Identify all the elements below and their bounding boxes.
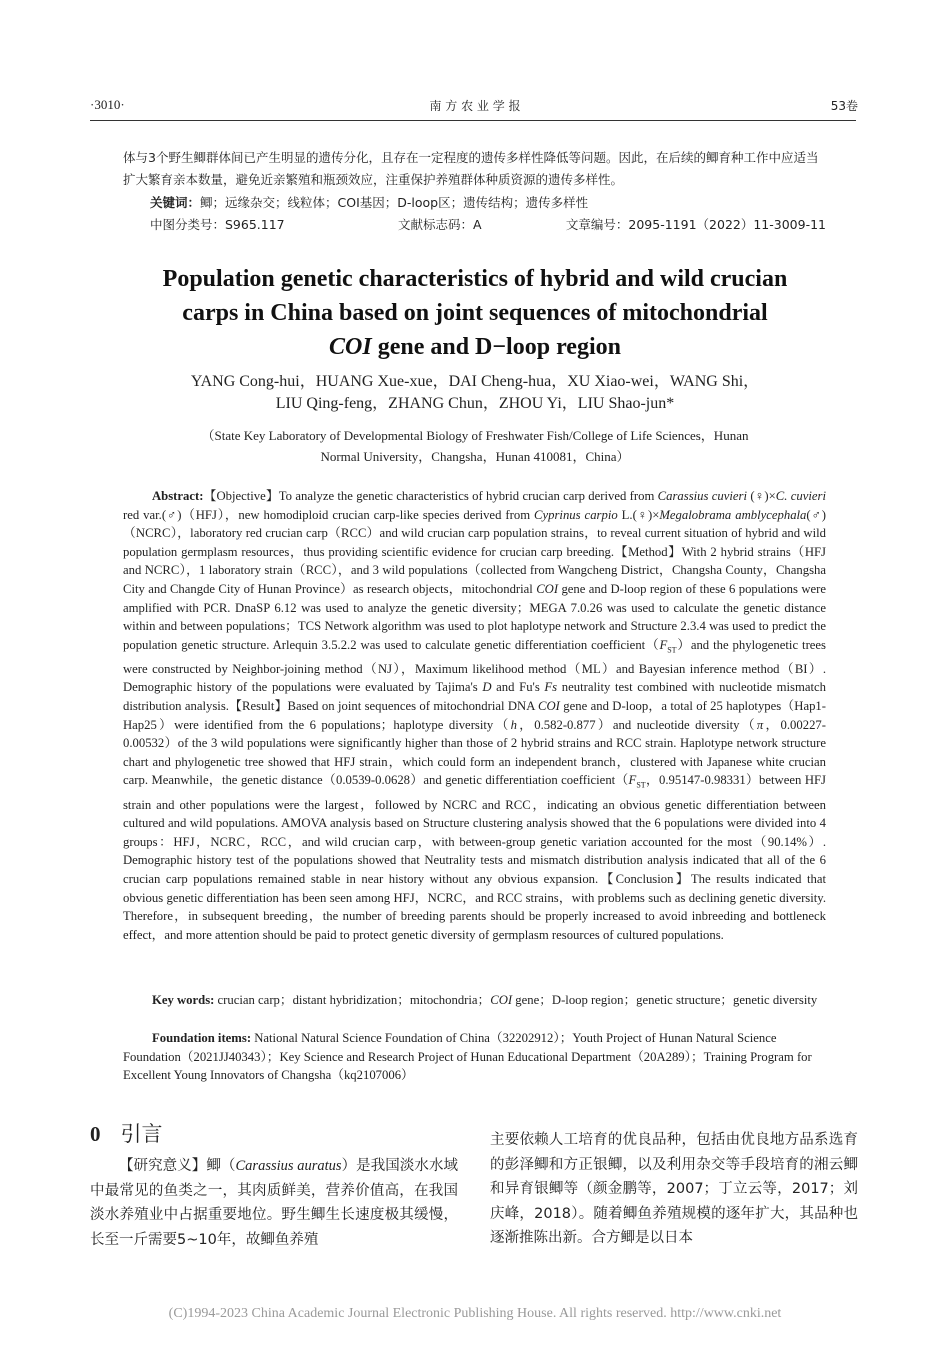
title-coi: COI (329, 334, 372, 360)
abstract-text: L.(♀)× (617, 507, 660, 522)
authors-line-2: LIU Qing-feng，ZHANG Chun，ZHOU Yi，LIU Shao-jun* (275, 395, 675, 412)
article-number: 文章编号：2095-1191（2022）11-3009-11 (565, 217, 826, 232)
english-keywords (123, 991, 826, 1010)
gene-name: COI (490, 993, 513, 1007)
en-keywords-label: Key words: (152, 993, 215, 1007)
section-number: 0 (90, 1122, 101, 1146)
clc-number: 中图分类号：S965.117 (150, 217, 285, 232)
abstract-text: 【Objective】To analyze the genetic characteristics of hybrid crucian carp derived from (203, 489, 658, 503)
author-list (100, 371, 850, 415)
gene-name: COI (538, 699, 560, 714)
abstract-text: gene and D-loop，a total of 25 haplotypes（Hap1-Hap25）were identified from the 6 populations；haplotype diversity（ (123, 699, 826, 732)
header-rule (90, 120, 856, 121)
title-line-3-rest: gene and D−loop region (371, 334, 621, 360)
cn-keywords-text: 鲫；远缘杂交；线粒体；COI基因；D-loop区；遗传结构；遗传多样性 (200, 195, 589, 210)
abstract-text: (♀)× (747, 489, 776, 503)
abstract-text: ，0.582-0.877）and nucleotide diversity（ (516, 717, 757, 732)
fst-subscript: ST (667, 645, 677, 655)
species-name: Cyprinus carpio (534, 507, 618, 522)
page-number: ·3010· (90, 97, 125, 112)
abstract-label: Abstract: (152, 489, 204, 503)
cn-abstract-tail: 体与3个野生鲫群体间已产生明显的遗传分化，且存在一定程度的遗传多样性降低等问题。因此，在后续的鲫育种工作中应适当扩大繁育亲本数量，避免近亲繁殖和瓶颈效应，注重保护养殖群体种质资源的遗传多样性。 (123, 150, 819, 187)
en-keywords-text: crucian carp；distant hybridization；mitochondria； (214, 993, 491, 1007)
fu-fs: Fs (544, 680, 558, 695)
abstract-text: gene and D-loop region of these 6 populations were amplified with PCR. DnaSP 6.12 was used to analyze the genetic diversity；MEGA 7.0.26 was used to calculate the genetic distance within and between populations；TCS Network algorithm was used to plot haplotype network and Structure 2.3.4 was used to predict the population genetic structure. Arlequin 3.5.2.2 was used to calculate genetic differentiation coefficient（ (123, 581, 826, 652)
volume: 53卷 (830, 99, 858, 113)
affiliation-line-1: （State Key Laboratory of Developmental Biology of Freshwater Fish/College of Life Sciences，Hunan (201, 428, 749, 443)
english-abstract (123, 487, 826, 944)
title-line-1: Population genetic characteristics of hybrid and wild crucian (162, 266, 788, 292)
body-right-column: 主要依赖人工培育的优良品种，包括由优良地方品系选育的彭泽鲫和方正银鲫，以及利用杂交等手段培育的湘云鲫和异育银鲫等（颜金鹏等，2007；丁立云等，2017；刘庆峰，2018）。随着鲫鱼养殖规模的逐年扩大，其品种也逐渐推陈出新。合方鲫是以日本 (490, 1132, 858, 1246)
abstract-text: neutrality test combined with nucleotide mismatch distribution analysis.【Result】Based on joint sequences of mitochondrial DNA (123, 680, 826, 714)
gene-name: COI (536, 581, 559, 596)
section-title: 引言 (120, 1122, 163, 1146)
affiliation (140, 425, 810, 467)
abstract-text: ，0.00227-0.00532）of the 3 wild populations were significantly higher than those of 2 hybrid strains and RCC strain. Haplotype network structure chart and phylogenetic tree showed that HFJ strain，which could form an independent branch，clustered with Japanese white crucian carp. Meanwhile，the genetic distance（0.0539-0.0628）and genetic differentiation coefficient（ (123, 717, 826, 788)
body-text: 【研究意义】鲫（ (119, 1158, 236, 1174)
doc-code: 文献标志码：A (398, 217, 482, 232)
fst-symbol: F (659, 637, 668, 652)
abstract-text: ）and the phylogenetic trees were constructed by Neighbor-joining method（NJ），Maximum likelihood method（ML）and Bayesian inference method（BI）. Demographic history of the populations were evaluated by Tajima's (123, 637, 826, 695)
abstract-text: (♂)（NCRC），laboratory red crucian carp（RCC）and wild crucian carp population strains，to reveal current situation of hybrid and wild population germplasm resources，thus providing scientific evidence for crucian carp breeding.【Method】With 2 hybrid strains（HFJ and NCRC），1 laboratory strain（RCC），and 3 wild populations（collected from Wangcheng District，Changsha County，Changsha City and Changde City of Hunan Province）as research objects，mitochondrial (123, 507, 827, 596)
species-name: C. cuvieri (775, 489, 826, 503)
cn-keywords-label: 关键词： (150, 195, 201, 210)
fst-symbol: F (628, 773, 637, 788)
journal-name: 南 方 农 业 学 报 (429, 99, 521, 113)
abstract-text: and Fu's (491, 680, 545, 695)
body-text: ）是我国淡水水域中最常见的鱼类之一，其肉质鲜美，营养价值高，在我国淡水养殖业中占据重要地位。野生鲫生长速度极其缓慢，长至一斤需要5~10年，故鲫鱼养殖 (90, 1158, 459, 1248)
fst-subscript: ST (636, 780, 646, 790)
nucleotide-diversity-symbol: π (756, 717, 764, 732)
species-name: Carassius cuvieri (657, 489, 747, 503)
authors-line-1: YANG Cong-hui，HUANG Xue-xue，DAI Cheng-hua，XU Xiao-wei，WANG Shi， (190, 373, 760, 390)
abstract-text: ，0.95147-0.98331）between HFJ strain and other populations were the largest，followed by NCRC and RCC，indicating an obvious genetic differentiation between cultured and wild populations. AMOVA analysis based on Structure clustering analysis showed that the 6 populations were divided into 4 groups：HFJ，NCRC，RCC，and wild crucian carp，with between-group genetic variation accounted for the most（90.14%）. Demographic history test of the populations showed that Neutrality tests and mismatch distribution analysis indicated that all of the 6 crucian carp populations remained stable in near history without any obvious expansion.【Conclusion】The results indicated that obvious genetic differentiation has been seen among HFJ，NCRC，and RCC strains，with problems such as declining genetic diversity. Therefore，in subsequent breeding，the number of breeding parents should be properly increased to avoid inbreeding and bottleneck effect，and more attention should be paid to protect genetic diversity of germplasm resources of cultured populations. (123, 773, 826, 942)
section-heading (90, 1118, 163, 1148)
title-line-2: carps in China based on joint sequences of mitochondrial (182, 300, 768, 326)
species-name: Carassius auratus (235, 1158, 342, 1174)
foundation-text: National Natural Science Foundation of China（32202912）；Youth Project of Hunan Natural Science Foundation（2021JJ40343）；Key Science and Research Project of Hunan Educational Department（20A289）；Training Program for Excellent Young Innovators of Changsha（kq2107006） (123, 1031, 812, 1083)
foundation-items (123, 1029, 826, 1085)
species-name: Megalobrama amblycephala (659, 507, 807, 522)
paper-title (100, 262, 850, 364)
abstract-text: red var.(♂)（HFJ），new homodiploid crucian carp-like species derived from (123, 507, 535, 522)
body-left-column (90, 1154, 458, 1252)
title-line-3 (100, 330, 850, 364)
tajima-d: D (482, 680, 492, 695)
cn-keywords (150, 193, 588, 211)
haplotype-diversity-symbol: h (510, 717, 517, 732)
foundation-label: Foundation items: (152, 1031, 252, 1045)
affiliation-line-2: Normal University，Changsha，Hunan 410081，China） (320, 449, 630, 464)
copyright-footer: (C)1994-2023 China Academic Journal Electronic Publishing House. All rights reserved. http://www.cnki.net (168, 1306, 782, 1321)
en-keywords-text: gene；D-loop region；genetic structure；genetic diversity (512, 993, 818, 1007)
